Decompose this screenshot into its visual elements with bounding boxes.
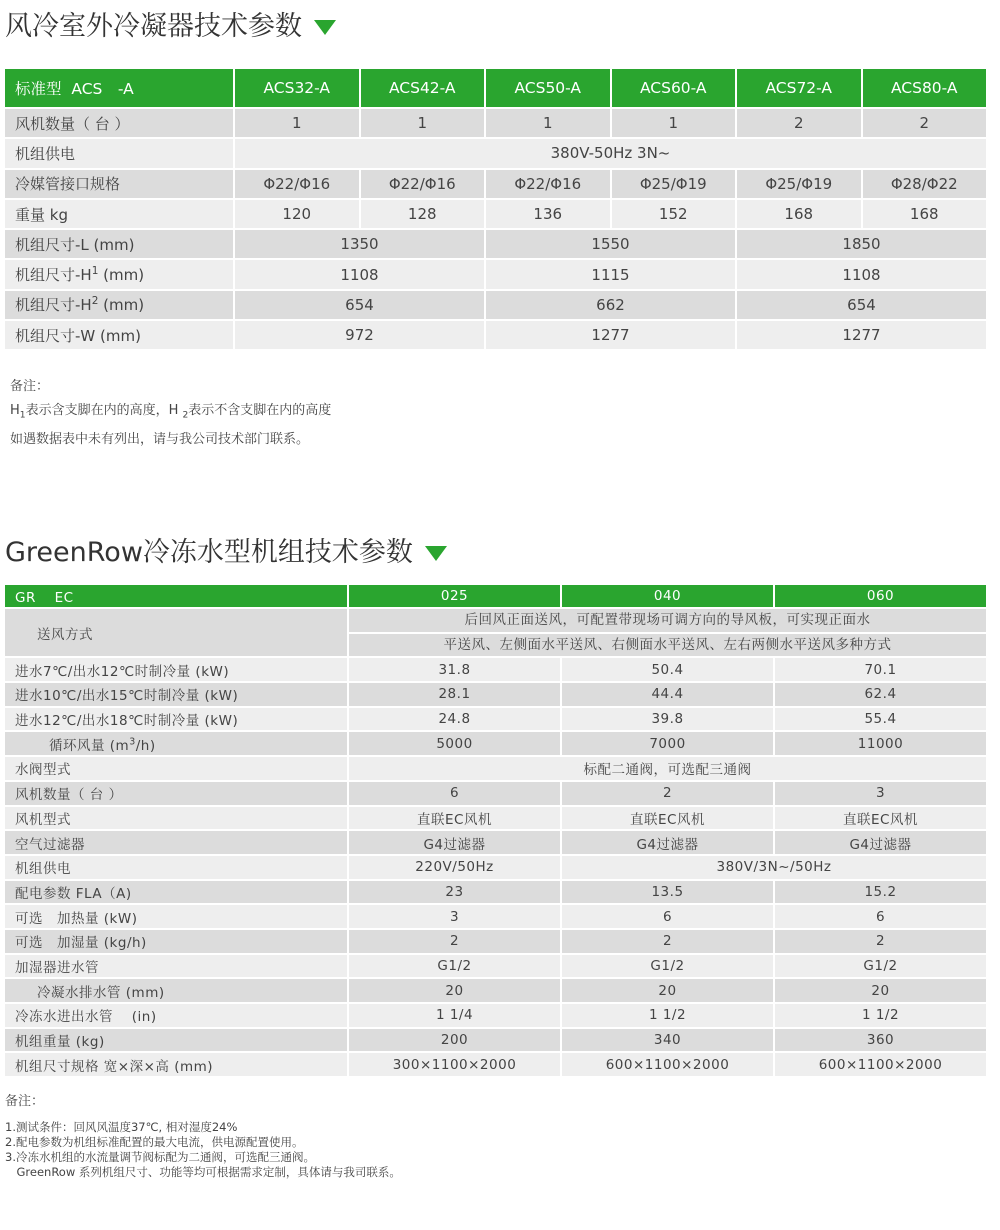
cell: 2 <box>349 930 560 953</box>
row-label: 风机数量（ 台 ） <box>5 782 347 805</box>
header-label: GR EC <box>5 585 347 607</box>
table-header-row <box>5 69 986 107</box>
cell: 直联EC风机 <box>349 807 560 830</box>
section1-title-text: 风冷室外冷凝器技术参数 <box>5 11 302 42</box>
section2-title <box>5 530 447 569</box>
cell: G1/2 <box>349 955 560 978</box>
table-row <box>5 291 986 319</box>
cell: 168 <box>737 200 861 228</box>
cell: 662 <box>486 291 735 319</box>
table-row <box>5 732 986 755</box>
table-row <box>5 930 986 953</box>
row-label: 机组供电 <box>5 139 233 167</box>
notes-title: 备注： <box>10 379 50 394</box>
row-label: 进水7℃/出水12℃时制冷量 (kW) <box>5 658 347 681</box>
cell: G1/2 <box>562 955 773 978</box>
cell: 1 <box>235 109 359 137</box>
cell: 168 <box>863 200 987 228</box>
cell: 70.1 <box>775 658 986 681</box>
cell: 654 <box>737 291 986 319</box>
table-row <box>5 856 986 879</box>
table-row <box>5 683 986 706</box>
cell: 200 <box>349 1029 560 1052</box>
row-label: 机组尺寸规格 宽×深×高 (mm) <box>5 1053 347 1076</box>
model-col: ACS32-A <box>235 69 359 107</box>
cell: Φ22/Φ16 <box>361 170 485 198</box>
cell: 6 <box>349 782 560 805</box>
cell: 62.4 <box>775 683 986 706</box>
cell: 1277 <box>486 321 735 349</box>
cell: 20 <box>562 979 773 1002</box>
section1-title <box>5 4 336 43</box>
row-label: 冷凝水排水管 (mm) <box>5 979 347 1002</box>
cell: 44.4 <box>562 683 773 706</box>
cell: 31.8 <box>349 658 560 681</box>
table-row <box>5 609 986 656</box>
supply-mode-line2: 平送风、左侧面水平送风、右侧面水平送风、左右两侧水平送风多种方式 <box>349 634 986 657</box>
cell: 380V-50Hz 3N~ <box>235 139 986 167</box>
model-col: 025 <box>349 585 560 607</box>
cell: 1108 <box>235 260 484 288</box>
table-row <box>5 109 986 137</box>
notes-line: 1.测试条件：回风风温度37℃, 相对湿度24% <box>5 1120 238 1134</box>
table-row <box>5 831 986 854</box>
cell: 5000 <box>349 732 560 755</box>
cell: 24.8 <box>349 708 560 731</box>
row-label: 机组尺寸$-H^1$ (mm) <box>5 260 233 288</box>
section1-notes <box>10 375 331 452</box>
table-row <box>5 955 986 978</box>
cell: 50.4 <box>562 658 773 681</box>
row-label: 冷媒管接口规格 <box>5 170 233 198</box>
model-col: ACS72-A <box>737 69 861 107</box>
row-label: 机组尺寸-L (mm) <box>5 230 233 258</box>
model-col: 060 <box>775 585 986 607</box>
model-col: ACS42-A <box>361 69 485 107</box>
cell: 600×1100×2000 <box>775 1053 986 1076</box>
table-row <box>5 321 986 349</box>
row-label: 循环风量 $(m^3/h)$ <box>5 732 347 755</box>
cell: 2 <box>775 930 986 953</box>
cell: 220V/50Hz <box>349 856 560 879</box>
cell: 1550 <box>486 230 735 258</box>
cell: 340 <box>562 1029 773 1052</box>
cell: 直联EC风机 <box>562 807 773 830</box>
table-row <box>5 260 986 288</box>
notes-line: 3.冷冻水机组的水流量调节阀标配为二通阀，可选配三通阀。 <box>5 1150 315 1164</box>
header-label: 标准型 ACS -A <box>5 69 233 107</box>
notes-line: 2.配电参数为机组标准配置的最大电流，供电源配置使用。 <box>5 1135 304 1149</box>
cell: 20 <box>349 979 560 1002</box>
cell: 2 <box>562 930 773 953</box>
table-row <box>5 200 986 228</box>
cell: 128 <box>361 200 485 228</box>
cell: 55.4 <box>775 708 986 731</box>
cell: 28.1 <box>349 683 560 706</box>
cell: 1850 <box>737 230 986 258</box>
cell: Φ25/Φ19 <box>737 170 861 198</box>
cell: 13.5 <box>562 881 773 904</box>
cell: 7000 <box>562 732 773 755</box>
cell: 300×1100×2000 <box>349 1053 560 1076</box>
table-row <box>5 979 986 1002</box>
cell: 1350 <box>235 230 484 258</box>
row-label: 送风方式 <box>5 609 347 656</box>
model-col: ACS80-A <box>863 69 987 107</box>
model-col: ACS60-A <box>612 69 736 107</box>
row-label: 可选 加湿量 (kg/h) <box>5 930 347 953</box>
row-label: 进水10℃/出水15℃时制冷量 (kW) <box>5 683 347 706</box>
row-label: 可选 加热量 (kW) <box>5 905 347 928</box>
cell: 120 <box>235 200 359 228</box>
cell: Φ22/Φ16 <box>235 170 359 198</box>
row-label: 水阀型式 <box>5 757 347 780</box>
row-label: 进水12℃/出水18℃时制冷量 (kW) <box>5 708 347 731</box>
row-label: 机组重量 (kg) <box>5 1029 347 1052</box>
cell: Φ22/Φ16 <box>486 170 610 198</box>
section2-notes-title: 备注： <box>5 1094 45 1109</box>
table-row <box>5 905 986 928</box>
section2-title-text: GreenRow冷冻水型机组技术参数 <box>5 537 413 568</box>
cell: G4过滤器 <box>349 831 560 854</box>
table-row <box>5 1053 986 1076</box>
cell: 标配二通阀，可选配三通阀 <box>349 757 986 780</box>
row-label: 重量 kg <box>5 200 233 228</box>
row-label: 机组尺寸$-H^2$ (mm) <box>5 291 233 319</box>
cell: 11000 <box>775 732 986 755</box>
table-row <box>5 782 986 805</box>
table-row <box>5 230 986 258</box>
cell: 2 <box>863 109 987 137</box>
cell: 380V/3N~/50Hz <box>562 856 986 879</box>
cell: 972 <box>235 321 484 349</box>
row-label: 风机型式 <box>5 807 347 830</box>
cell: G4过滤器 <box>775 831 986 854</box>
cell: Φ28/Φ22 <box>863 170 987 198</box>
model-col: 040 <box>562 585 773 607</box>
table-row <box>5 708 986 731</box>
triangle-down-icon <box>314 20 336 35</box>
cell: 1 1/2 <box>562 1004 773 1027</box>
cell: 6 <box>775 905 986 928</box>
row-label: 机组尺寸-W (mm) <box>5 321 233 349</box>
table-row <box>5 881 986 904</box>
cell: 654 <box>235 291 484 319</box>
cell: 1 <box>361 109 485 137</box>
cell: 136 <box>486 200 610 228</box>
cell: 1 1/4 <box>349 1004 560 1027</box>
table-row <box>5 170 986 198</box>
supply-mode-line1: 后回风正面送风，可配置带现场可调方向的导风板，可实现正面水 <box>349 609 986 632</box>
cell: 1108 <box>737 260 986 288</box>
notes-line: $H_1$表示含支脚在内的高度，H $_2$表示不含支脚在内的高度 <box>10 403 332 421</box>
cell: 直联EC风机 <box>775 807 986 830</box>
section2-notes <box>5 1120 401 1180</box>
cell: 2 <box>562 782 773 805</box>
table-row <box>5 757 986 780</box>
cell: 15.2 <box>775 881 986 904</box>
cell <box>349 609 986 656</box>
condenser-spec-table <box>3 67 988 351</box>
table-row <box>5 139 986 167</box>
row-label: 机组供电 <box>5 856 347 879</box>
cell: 1 <box>486 109 610 137</box>
cell: 1277 <box>737 321 986 349</box>
cell: 1115 <box>486 260 735 288</box>
table-row <box>5 1004 986 1027</box>
cell: 3 <box>349 905 560 928</box>
cell: 152 <box>612 200 736 228</box>
cell: 6 <box>562 905 773 928</box>
cell: 3 <box>775 782 986 805</box>
notes-line: 如遇数据表中未有列出，请与我公司技术部门联系。 <box>10 431 310 447</box>
cell: 2 <box>737 109 861 137</box>
row-label: 加湿器进水管 <box>5 955 347 978</box>
row-label: 冷冻水进出水管 (in) <box>5 1004 347 1027</box>
cell: 23 <box>349 881 560 904</box>
cell: 20 <box>775 979 986 1002</box>
row-label: 空气过滤器 <box>5 831 347 854</box>
cell: 360 <box>775 1029 986 1052</box>
row-label: 配电参数 FLA（A) <box>5 881 347 904</box>
cell: 1 1/2 <box>775 1004 986 1027</box>
cell: G4过滤器 <box>562 831 773 854</box>
cell: 39.8 <box>562 708 773 731</box>
notes-line: GreenRow 系列机组尺寸、功能等均可根据需求定制，具体请与我司联系。 <box>5 1165 401 1179</box>
cell: 1 <box>612 109 736 137</box>
table-row <box>5 1029 986 1052</box>
triangle-down-icon <box>425 546 447 561</box>
table-row <box>5 807 986 830</box>
chilled-water-spec-table <box>3 583 988 1078</box>
row-label: 风机数量（ 台 ） <box>5 109 233 137</box>
cell: Φ25/Φ19 <box>612 170 736 198</box>
table-header-row <box>5 585 986 607</box>
cell: 600×1100×2000 <box>562 1053 773 1076</box>
model-col: ACS50-A <box>486 69 610 107</box>
cell: G1/2 <box>775 955 986 978</box>
table-row <box>5 658 986 681</box>
